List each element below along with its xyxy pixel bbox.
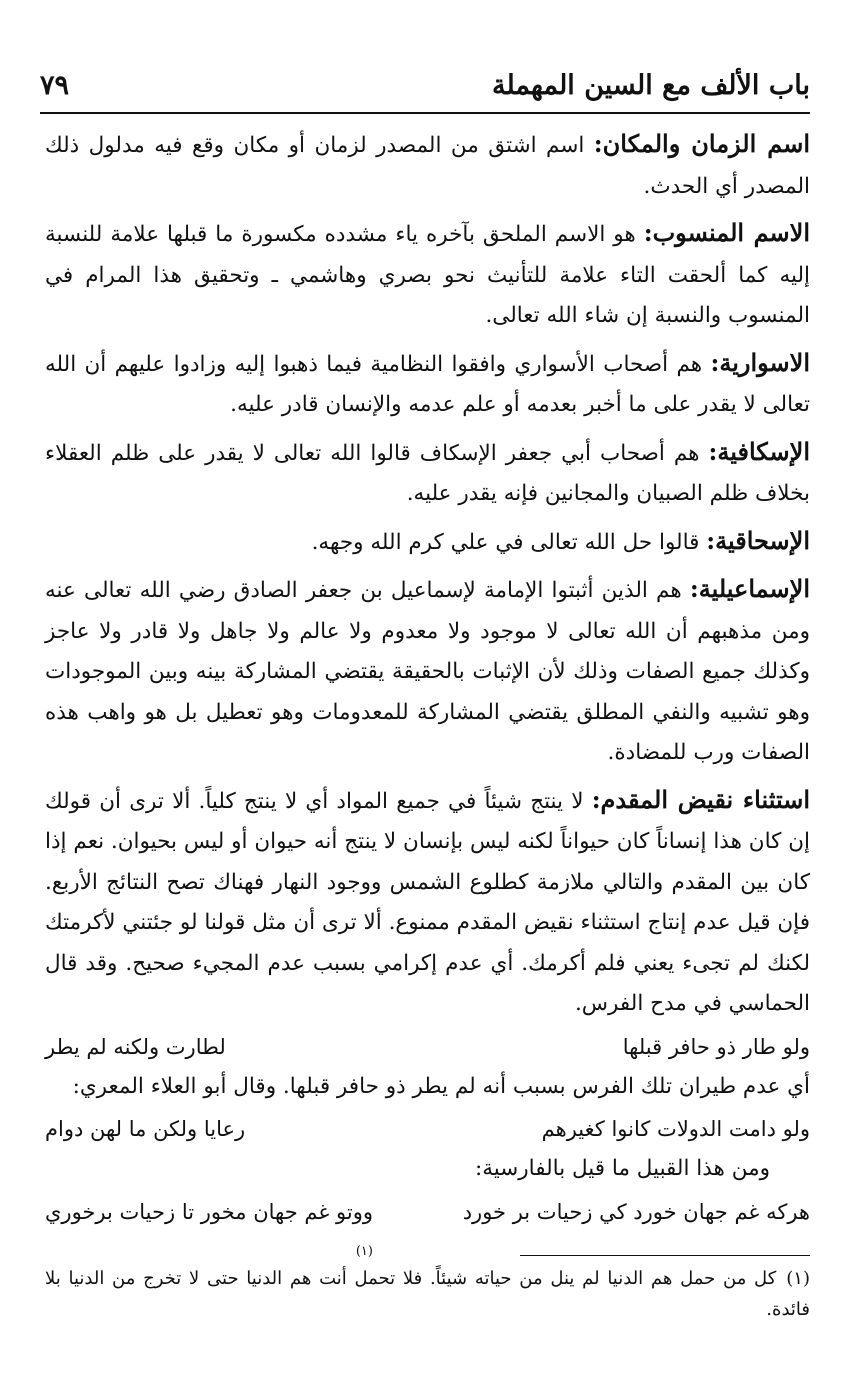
entry-text: هم أصحاب أبي جعفر الإسكاف قالوا الله تعالى لا يقدر على ظلم العقلاء بخلاف ظلم الصبيان والمجانين فإنه يقدر عليه. — [45, 440, 810, 506]
entry — [45, 343, 810, 426]
paragraph — [45, 1067, 810, 1108]
entry-term: الإسماعيلية: — [689, 574, 810, 603]
verse-hemistich-first: ولو طار ذو حافر قبلها — [622, 1034, 810, 1059]
verse-hemistich-second: لطارت ولكنه لم يطر — [45, 1034, 226, 1059]
footnote-marker: (١) — [355, 1243, 373, 1259]
entry — [45, 124, 810, 207]
verse-hemistich-first: ولو دامت الدولات كانوا كغيرهم — [541, 1117, 810, 1141]
entry — [45, 432, 810, 515]
entry-text: اسم اشتق من المصدر لزمان أو مكان وقع فيه مدلول ذلك المصدر أي الحدث. — [45, 133, 810, 199]
entry — [45, 780, 810, 1025]
entry-text: لا ينتج شيئاً في جميع المواد أي لا ينتج كلياً. ألا ترى أن قولك إن كان هذا إنساناً كان حيواناً لكنه ليس بإنسان لا ينتج أنه حيوان أو ليس بحيوان. نعم إذا كان بين المقدم والتالي ملازمة كطلوع الشمس ووجود النهار فهناك تصح النتائج الأربع. فإن قيل عدم إنتاج استثناء نقيض المقدم ممنوع. ألا ترى أن مثل قولنا لو جئتني لأكرمتك لكنك لم تجىء يعني فلم أكرمك. أي عدم إكرامي بسبب عدم المجيء صحيح. وقد قال الحماسي في مدح الفرس. — [45, 788, 810, 1016]
page-body — [45, 124, 810, 1276]
page-header — [40, 60, 810, 110]
footnote-rule — [520, 1255, 810, 1256]
entry-text: قالوا حل الله تعالى في علي كرم الله وجهه. — [311, 529, 707, 555]
entry-term: اسم الزمان والمكان: — [593, 129, 810, 158]
verse-hemistich-second: رعايا ولكن ما لهن دوام — [45, 1117, 246, 1141]
paragraph-text: ومن هذا القبيل ما قيل بالفارسية: — [475, 1156, 770, 1181]
entry-term: الاسم المنسوب: — [643, 218, 811, 247]
entry-term: استثناء نقيض المقدم: — [591, 784, 810, 814]
entry-text: هم الذين أثبتوا الإمامة لإسماعيل بن جعفر الصادق رضي الله تعالى عنه ومن مذهبهم أن الله تعالى لا موجود ولا معدوم ولا عالم ولا جاهل ولا قادر ولا عاجز وكذلك جميع الصفات وذلك لأن الإثبات بالحقيقة يقتضي المشاركة بينه وبين الموجودات وهو تشبيه والنفي المطلق يقتضي المشاركة للمعدومات وهو تعطيل بل هو واهب هذه الصفات ورب للمضادة. — [45, 578, 810, 765]
entry-term: الإسحاقية: — [706, 525, 810, 555]
footnote — [45, 1263, 810, 1325]
paragraph-text: أي عدم طيران تلك الفرس بسبب أنه لم يطر ذو حافر قبلها. وقال أبو العلاء المعري: — [72, 1073, 810, 1099]
footnote-text: كل من حمل هم الدنيا لم ينل من حياته شيئاً. فلا تحمل أنت هم الدنيا حتى لا تخرج من الدنيا بلا فائدة. — [45, 1268, 810, 1320]
footnote-number: (١) — [786, 1268, 810, 1289]
paragraph — [45, 1149, 810, 1190]
entry-text: هو الاسم الملحق بآخره ياء مشدده مكسورة ما قبلها علامة للنسبة إليه كما ألحقت التاء علامة للتأنيث نحو بصري وهاشمي ـ وتحقيق هذا المرام في المنسوب والنسبة إن شاء الله تعالى. — [45, 222, 810, 328]
chapter-title: باب الألف مع السين المهملة — [492, 69, 810, 101]
entry — [45, 521, 810, 564]
entry-term: الاسوارية: — [710, 347, 810, 377]
verse-hemistich-text: ووتو غم جهان مخور تا زحيات برخوري — [45, 1199, 373, 1224]
entry-term: الإسكافية: — [708, 436, 810, 466]
entry — [45, 569, 810, 774]
verse-hemistich-first: هركه غم جهان خورد كي زحيات بر خورد — [462, 1199, 810, 1224]
verse-line — [45, 1109, 810, 1149]
entry-text: هم أصحاب الأسواري وافقوا النظامية فيما ذهبوا إليه وزادوا عليهم أن الله تعالى لا يقدر على ما أخبر بعدمه أو علم عدمه والإنسان قادر عليه. — [45, 351, 810, 417]
page-number: ٧٩ — [40, 69, 70, 101]
header-rule — [40, 112, 810, 114]
entry — [45, 213, 810, 337]
verse-line — [45, 1027, 810, 1067]
